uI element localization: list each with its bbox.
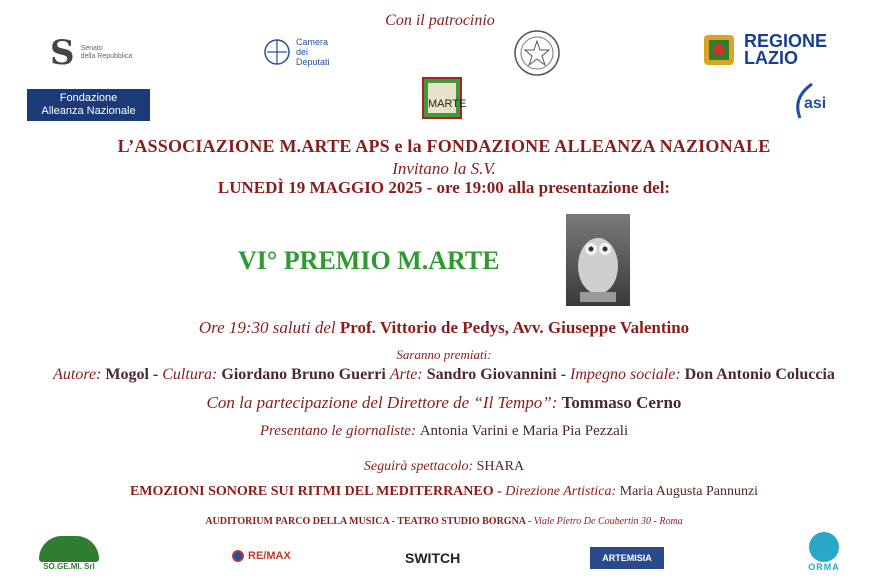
partecipazione-label: Con la partecipazione del Direttore de “Il Tempo”:: [206, 393, 562, 412]
saluti-line: [0, 318, 888, 338]
sogemi-logo: [34, 536, 104, 578]
partecipazione-name: Tommaso Cerno: [561, 393, 682, 412]
saluti-names: Prof. Vittorio de Pedys, Avv. Giuseppe Valentino: [339, 318, 690, 337]
premio-title: VI° PREMIO M.ARTE: [238, 246, 500, 275]
patrocinio-label: Con il patrocinio: [385, 12, 495, 29]
premiati-label: Saranno premiati:: [396, 347, 492, 362]
sogemi-emblem-icon: [39, 536, 99, 562]
regione-lazio-logo: [702, 30, 832, 70]
camera-emblem-icon: [262, 35, 292, 69]
spettacolo-name: SHARA: [476, 459, 525, 474]
venue-address: Viale Pietro De Coubertin 30 - Roma: [533, 516, 683, 527]
presentano-names: Antonia Varini e Maria Pia Pezzali: [419, 423, 629, 439]
emozioni-line: [0, 484, 888, 500]
remax-label: RE/MAX: [248, 550, 291, 562]
switch-logo: SWITCH: [405, 550, 461, 566]
camera-label-3: Deputati: [296, 57, 330, 67]
regione-label-1: REGIONE: [744, 31, 828, 51]
saluti-label: Ore 19:30 saluti del: [198, 318, 340, 337]
premiati-line: [0, 366, 888, 384]
camera-logo: [262, 32, 362, 72]
organizers-line: L’ASSOCIAZIONE M.ARTE APS e la FONDAZIONE ALLEANZA NAZIONALE: [117, 136, 771, 156]
arte-label: Arte:: [389, 366, 423, 383]
partecipazione-line: [0, 393, 888, 413]
cultura-name: Giordano Bruno Guerri: [217, 366, 390, 383]
cultura-label: Cultura:: [162, 366, 218, 383]
venue-line: [0, 516, 888, 527]
direzione-label: Direzione Artistica:: [505, 484, 620, 499]
marte-label: MARTE: [428, 83, 456, 113]
date-line: LUNEDÌ 19 MAGGIO 2025 - ore 19:00 alla presentazione del:: [217, 178, 671, 197]
arte-name: Sandro Giovannini -: [422, 366, 571, 383]
presentano-label: Presentano le giornaliste:: [259, 423, 420, 439]
presentano-line: [0, 423, 888, 440]
senato-logo: [50, 34, 160, 72]
camera-label-2: dei: [296, 47, 309, 57]
spettacolo-line: [0, 459, 888, 475]
regione-emblem-icon: [702, 33, 736, 67]
owl-trophy-image: [566, 214, 630, 306]
asi-logo: [790, 78, 840, 124]
direzione-name: Maria Augusta Pannunzi: [619, 484, 759, 499]
balloon-icon: [232, 550, 244, 562]
orma-emblem-icon: [809, 532, 839, 562]
regione-label-2: LAZIO: [744, 48, 798, 68]
orma-label: ORMA: [808, 562, 840, 572]
impegno-label: Impegno sociale:: [570, 366, 681, 383]
marte-logo: [422, 77, 467, 119]
sogemi-label: SO.GE.MI. Srl: [43, 562, 95, 571]
autore-label: Autore:: [53, 366, 102, 383]
invitation-line: Invitano la S.V.: [392, 159, 496, 178]
camera-label-1: Camera: [296, 37, 329, 47]
fondazione-logo: [27, 89, 150, 121]
senato-emblem-icon: S: [50, 33, 75, 73]
owl-icon: [566, 214, 630, 306]
emozioni-title: EMOZIONI SONORE SUI RITMI DEL MEDITERRANEO -: [129, 484, 506, 499]
fondazione-label-1: Fondazione: [59, 92, 118, 104]
venue-name: AUDITORIUM PARCO DELLA MUSICA - TEATRO STUDIO BORGNA -: [205, 516, 534, 527]
artemisia-logo: ARTEMISIA: [590, 547, 664, 569]
repubblica-emblem-icon: [512, 28, 562, 78]
asi-label: asi: [804, 95, 827, 112]
senato-label-1: Senato: [80, 45, 103, 52]
remax-logo: [232, 550, 291, 562]
senato-label-2: della Repubblica: [80, 53, 133, 60]
fondazione-label-2: Alleanza Nazionale: [41, 105, 136, 117]
autore-name: Mogol -: [101, 366, 163, 383]
spettacolo-label: Seguirà spettacolo:: [363, 459, 477, 474]
orma-logo: [796, 532, 852, 576]
impegno-name: Don Antonio Coluccia: [680, 366, 835, 383]
